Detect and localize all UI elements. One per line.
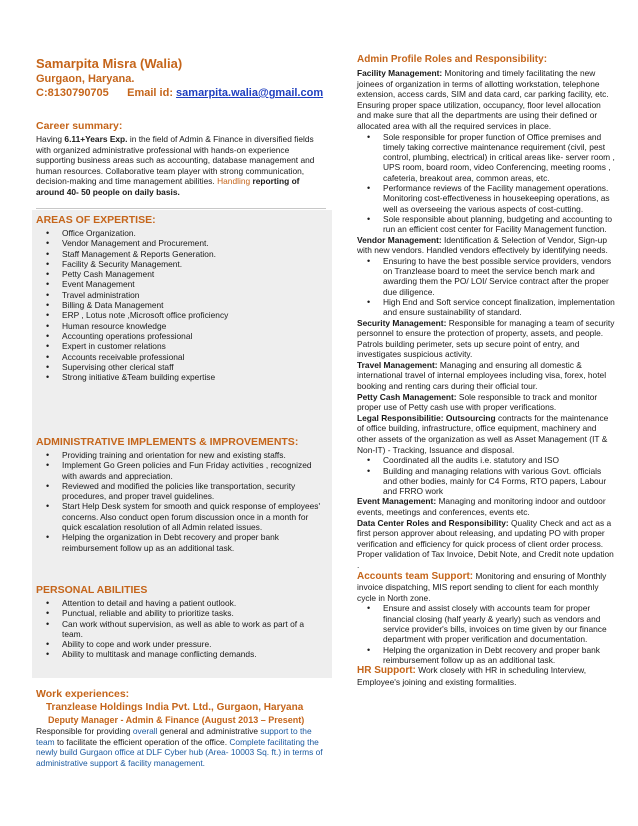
petty-cash-label: Petty Cash Management: <box>357 391 457 402</box>
list-item: • Providing training and orientation for new and existing staffs. <box>36 450 326 460</box>
security-label: Security Management: <box>357 317 447 328</box>
job-desc-3: general and administrative <box>159 726 259 736</box>
vendor-label: Vendor Management: <box>357 234 442 245</box>
email-label: Email id: <box>127 87 173 99</box>
list-item: • Ability to multitask and manage conflicting demands. <box>36 649 326 659</box>
list-item: • Sole responsible for proper function of Office premises and timely taking corrective maintenance requirement (civil, pest control, plumbing, electrical) in critical areas like- server room , UPS room, board room, video Conferencing, meeting rooms , cafeteria, breakout area, common areas, etc. <box>357 132 617 183</box>
phone-number: C:8130790705 <box>36 87 109 99</box>
list-item: • Travel administration <box>36 290 326 300</box>
legal-list <box>357 455 617 496</box>
career-text-4: reporting of around 40- 50 people on daily basis. <box>36 176 300 197</box>
list-item: • Staff Management & Reports Generation. <box>36 249 326 259</box>
list-item: • Petty Cash Management <box>36 269 326 279</box>
job-role: Deputy Manager - Admin & Finance (August 2013 – Present) <box>48 715 305 725</box>
accounts-list <box>357 603 617 665</box>
list-item: • Ability to cope and work under pressure. <box>36 639 326 649</box>
job-desc-5: to facilitate the efficient operation of the office. <box>56 736 228 747</box>
facility-text: Monitoring and timely facilitating the new joinees of organization in terms of allotting workstation, telephone extension, access cards, SIM and data card, car parking facility, etc. Ensuring proper space utilization, occupancy, floor level allocation and make sure that all the departments are using their defined or allocated area with all the required services in place. <box>357 68 609 131</box>
admin-implements <box>36 436 326 553</box>
abilities-list <box>36 598 326 660</box>
candidate-name: Samarpita Misra (Walia) <box>36 56 183 71</box>
career-text-3: Handling <box>217 176 251 187</box>
vendor-text: Identification & Selection of Vendor, Sign-up with new vendors. Handled vendors effectively by identifying needs. <box>357 234 608 256</box>
list-item: • Billing & Data Management <box>36 300 326 310</box>
list-item: • Reviewed and modified the policies like transportation, security procedures, and proper travel guidelines. <box>36 481 326 502</box>
list-item: • Start Help Desk system for smooth and quick response of employees' concerns. Also conduct open forum discussion once in a month for quick escalation resolution of all Admin related issues. <box>36 501 326 532</box>
hr-text: Work closely with HR in scheduling Interview, Employee's joining and existing formalities. <box>357 665 587 687</box>
areas-of-expertise <box>36 214 326 382</box>
candidate-location: Gurgaon, Haryana. <box>36 73 135 85</box>
personal-abilities <box>36 584 326 660</box>
contact-line <box>36 87 323 100</box>
list-item: • Implement Go Green policies and Fun Friday activities , recognized with awards and appreciation. <box>36 460 326 481</box>
list-item: • Ensure and assist closely with accounts team for proper financial closing (half yearly & yearly) such as vendors and service provider's bills, invoices on time given by our finance department with proper verification and documentation. <box>357 603 617 644</box>
work-experiences <box>36 688 326 768</box>
list-item: • Event Management <box>36 279 326 289</box>
list-item: • Sole responsible about planning, budgeting and accounting to run an efficient cost center for Facility Management function. <box>357 214 617 235</box>
list-item: • Accounting operations professional <box>36 331 326 341</box>
hr-label: HR Support: <box>357 665 416 677</box>
admin-profile-roles <box>357 54 617 687</box>
list-item: • Punctual, reliable and ability to prioritize tasks. <box>36 608 326 618</box>
data-center-label: Data Center Roles and Responsibility: <box>357 517 509 528</box>
job-description <box>36 726 326 768</box>
list-item: • Office Organization. <box>36 228 326 238</box>
data-center-roles <box>357 518 617 571</box>
work-title: Work experiences: <box>36 688 130 700</box>
vendor-list <box>357 256 617 318</box>
list-item: • Supervising other clerical staff <box>36 362 326 372</box>
career-summary-title: Career summary: <box>36 120 123 132</box>
facility-list <box>357 132 617 235</box>
event-management <box>357 496 617 517</box>
list-item: • Accounts receivable professional <box>36 352 326 362</box>
roles-title: Admin Profile Roles and Responsibility: <box>357 54 548 65</box>
career-years: 6.11+Years Exp. <box>64 134 128 144</box>
list-item: • Strong initiative &Team building expertise <box>36 372 326 382</box>
company-name: Tranzlease Holdings India Pvt. Ltd., Gurgaon, Haryana <box>46 702 304 713</box>
legal-text: contracts for the maintenance of office building, infrastructure, office equipment, machinery and other assets of the organization as well as Asset Management (IT & Non-IT) - Tracking, Issuance and disposal. <box>357 412 609 455</box>
job-desc-4: support to the team <box>36 726 312 747</box>
legal-label: Legal Responsibilitie: Outsourcing <box>357 412 496 423</box>
security-text: Responsible for managing a team of security personnel to ensure the protection of property, assets, and people. Patrols building perimeter, sets up secure point of entry, and investigates suspicious activity. <box>357 317 615 360</box>
expertise-title: AREAS OF EXPERTISE: <box>36 214 156 226</box>
legal-responsibility <box>357 413 617 455</box>
list-item: • Attention to detail and having a patient outlook. <box>36 598 326 608</box>
vendor-management <box>357 235 617 256</box>
career-text-2: in the field of Admin & Finance in diversified fields with organized administrative professional with hands-on experience supporting business areas such as accounting, database management and human resources. Collaborative team player with strong communication, decision-making and time management abilities. <box>36 134 315 187</box>
list-item: • Performance reviews of the Facility management operations. Monitoring cost-effectiveness in housekeeping operations, as well as overseeing the various aspects of cost-cutting. <box>357 183 617 214</box>
security-management <box>357 318 617 360</box>
petty-cash-text: Sole responsible to track and monitor proper use of Petty cash use with proper verifications. <box>357 391 598 413</box>
list-item: • Can work without supervision, as well as able to work as part of a team. <box>36 619 326 640</box>
job-desc-6: Complete facilitating the newly build Gurgaon office at DLF Cyber hub (Area- 10003 Sq. ft.) in terms of administrative support & facility management. <box>36 736 323 768</box>
list-item: • Expert in customer relations <box>36 341 326 351</box>
expertise-list <box>36 228 326 382</box>
list-item: • ERP , Lotus note ,Microsoft office proficiency <box>36 310 326 320</box>
divider <box>36 208 326 209</box>
career-summary <box>36 120 326 198</box>
facility-label: Facility Management: <box>357 68 443 78</box>
implements-list <box>36 450 326 553</box>
accounts-label: Accounts team Support: <box>357 570 474 582</box>
list-item: • Facility & Security Management. <box>36 259 326 269</box>
petty-cash-management <box>357 392 617 413</box>
travel-text: Managing and ensuring all domestic & international travel of internal employees including visa, forex, hotel booking and renting cars during their official tour. <box>357 359 607 392</box>
email-link[interactable]: samarpita.walia@gmail.com <box>176 87 324 99</box>
travel-management <box>357 360 617 392</box>
list-item: • Coordinated all the audits i.e. statutory and ISO <box>357 455 617 465</box>
accounts-team-support <box>357 571 617 604</box>
event-text: Managing and monitoring indoor and outdoor events, meetings and conferences, events etc. <box>357 496 606 517</box>
hr-support <box>357 665 617 687</box>
job-desc-2: overall <box>132 726 158 736</box>
data-center-text: Quality Check and act as a first person approver about releasing, and updating PO with proper verification and efficiency for quick process of client order process. Proper validation of Tax Invoice, Debit Note, and Credit note updation . <box>357 517 614 570</box>
list-item: • Ensuring to have the best possible service providers, vendors on Tranzlease board to meet the service bench mark and awarding them the PO/ LOI/ Service contract after the proper due diligence. <box>357 256 617 297</box>
list-item: • Helping the organization in Debt recovery and proper bank reimbursement follow up as an additional task. <box>36 532 326 553</box>
accounts-text: Monitoring and ensuring of Monthly invoice dispatching, MIS report sending to client for each monthly cycle in North zone. <box>357 570 607 603</box>
abilities-title: PERSONAL ABILITIES <box>36 584 148 596</box>
career-summary-text <box>36 134 326 198</box>
event-label: Event Management: <box>357 496 437 507</box>
career-text-1: Having <box>36 134 63 144</box>
job-desc-1: Responsible for providing <box>36 726 131 736</box>
list-item: • Human resource knowledge <box>36 321 326 331</box>
implements-title: ADMINISTRATIVE IMPLEMENTS & IMPROVEMENTS: <box>36 436 299 448</box>
travel-label: Travel Management: <box>357 359 438 370</box>
list-item: • Vendor Management and Procurement. <box>36 238 326 248</box>
facility-management <box>357 68 617 132</box>
list-item: • Building and managing relations with various Govt. officials and other bodies, mainly for C4 Forms, RTO papers, Labour and FRRO work <box>357 466 617 497</box>
list-item: • High End and Soft service concept finalization, implementation and ensure sustainability of standard. <box>357 297 617 318</box>
list-item: • Helping the organization in Debt recovery and proper bank reimbursement follow up as an additional task. <box>357 645 617 666</box>
